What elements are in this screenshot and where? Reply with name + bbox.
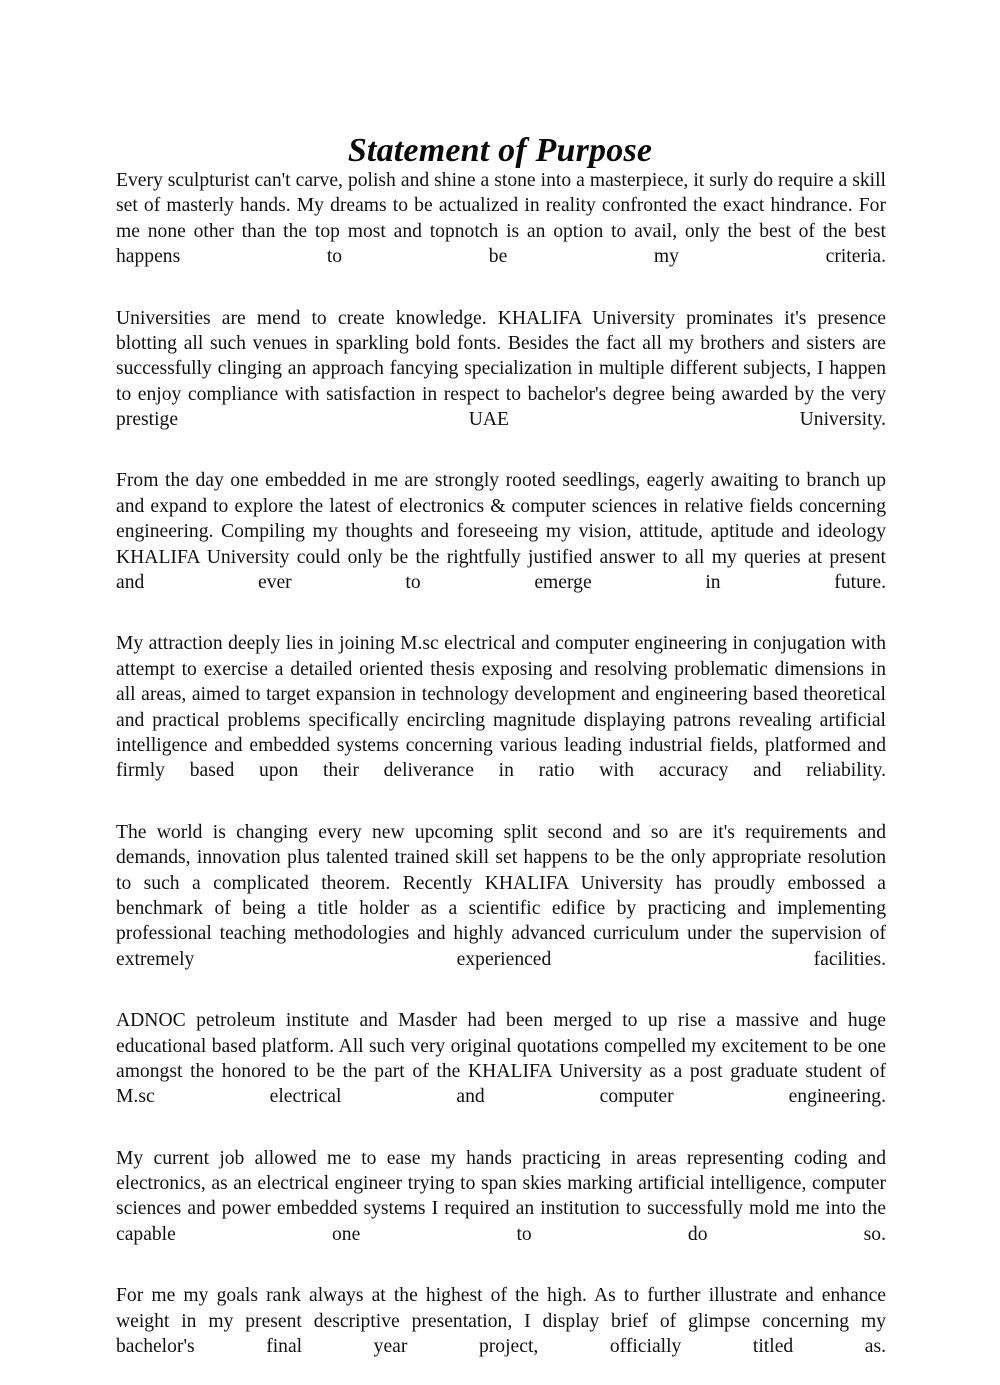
paragraph: Every sculpturist can't carve, polish and shine a stone into a masterpiece, it surly do require a skill set of masterly hands. My dreams to be actualized in reality confronted the exact hindrance. For me none other than the top most and topnotch is an option to avail, only the best of the best happens to be my criteria. xyxy=(116,170,886,268)
paragraph: For me my goals rank always at the highest of the high. As to further illustrate and enhance weight in my present descriptive presentation, I display brief of glimpse concerning my bachelor's final year project, officially titled as. xyxy=(116,1285,886,1357)
paragraph: My current job allowed me to ease my hands practicing in areas representing coding and electronics, as an electrical engineer trying to span skies marking artificial intelligence, computer sciences and power embedded systems I required an institution to successfully mold me into the capable one to do so. xyxy=(116,1147,886,1245)
paragraph: From the day one embedded in me are strongly rooted seedlings, eagerly awaiting to branch up and expand to explore the latest of electronics & computer sciences in relative fields concerning engineering. Compiling my thoughts and foreseeing my vision, attitude, aptitude and ideology KHALIFA University could only be the rightfully justified answer to all my queries at present and ever to emerge in future. xyxy=(116,470,886,594)
document-body xyxy=(116,168,886,1385)
paragraph: Universities are mend to create knowledge. KHALIFA University prominates it's presence blotting all such venues in sparkling bold fonts. Besides the fact all my brothers and sisters are successfully clinging an approach fancying specialization in multiple different subjects, I happen to enjoy compliance with satisfaction in respect to bachelor's degree being awarded by the very prestige UAE University. xyxy=(116,307,886,431)
paragraph: The world is changing every new upcoming split second and so are it's requirements and demands, innovation plus talented trained skill set happens to be the only appropriate resolution to such a complicated theorem. Recently KHALIFA University has proudly embossed a benchmark of being a title holder as a scientific edifice by practicing and implementing professional teaching methodologies and highly advanced curriculum under the supervision of extremely experienced facilities. xyxy=(116,821,886,970)
paragraph: My attraction deeply lies in joining M.sc electrical and computer engineering in conjugation with attempt to exercise a detailed oriented thesis exposing and resolving problematic dimensions in all areas, aimed to target expansion in technology development and engineering based theoretical and practical problems specifically encircling magnitude displaying patrons revealing artificial intelligence and embedded systems concerning various leading industrial fields, platformed and firmly based upon their deliverance in ratio with accuracy and reliability. xyxy=(116,633,886,782)
paragraph: ADNOC petroleum institute and Masder had been merged to up rise a massive and huge educational based platform. All such very original quotations compelled my excitement to be one amongst the honored to be the part of the KHALIFA University as a post graduate student of M.sc electrical and computer engineering. xyxy=(116,1010,886,1108)
page-title: Statement of Purpose xyxy=(347,131,653,169)
